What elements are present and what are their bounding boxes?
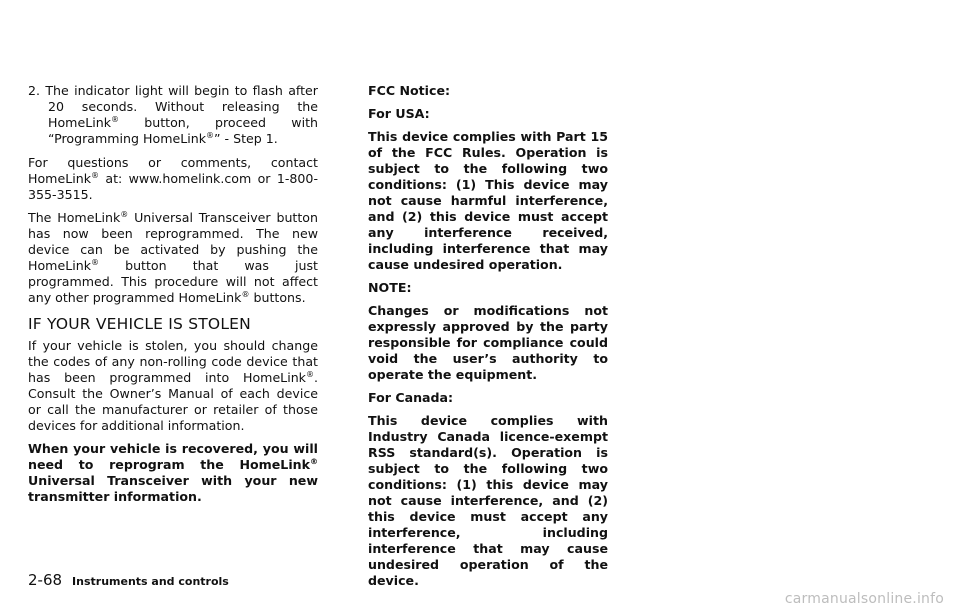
registered-mark: ®	[310, 456, 318, 466]
usa-compliance-paragraph: This device complies with Part 15 of the FCC Rules. Operation is subject to the following two conditions: (1) This device may not cause harmful interference, and (2) this device must accept any interference received, including interference that may cause undesired operation.	[368, 129, 608, 272]
left-column	[28, 83, 318, 512]
note-label: NOTE:	[368, 280, 412, 295]
right-column	[368, 83, 608, 596]
registered-mark: ®	[120, 209, 129, 219]
registered-mark: ®	[305, 369, 314, 379]
site-watermark: carmanualsonline.info	[784, 591, 944, 607]
section-name: Instruments and controls	[72, 575, 229, 588]
step-2-paragraph: 2. The indicator light will begin to flash after 20 seconds. Without releasing the HomeLink® button, proceed with “Programming HomeLink®” - Step 1.	[28, 83, 318, 146]
fcc-notice-label: FCC Notice:	[368, 83, 451, 98]
stolen-paragraph: If your vehicle is stolen, you should change the codes of any non-rolling code device that has been programmed into HomeLink®. Consult the Owner’s Manual of each device or call the manufacturer or retailer of those devices for additional information.	[28, 338, 318, 433]
registered-mark: ®	[241, 289, 250, 299]
registered-mark: ®	[90, 170, 99, 180]
page-number: 2-68	[28, 571, 63, 589]
page-footer	[28, 571, 229, 589]
reprogrammed-paragraph: The HomeLink® Universal Transceiver button has now been reprogrammed. The new device can be activated by pushing the HomeLink® button that was just programmed. This procedure will not affect any other programmed HomeLink® buttons.	[28, 209, 318, 305]
canada-compliance-paragraph: This device complies with Industry Canada licence-exempt RSS standard(s). Operation is subject to the following two conditions: (1) this device may not cause interference, and (2) this device must accept any interference, including interference that may cause undesired operation of the device.	[368, 413, 608, 588]
for-canada-label: For Canada:	[368, 390, 454, 405]
registered-mark: ®	[90, 257, 99, 267]
recovered-paragraph: When your vehicle is recovered, you will need to reprogram the HomeLink® Universal Transceiver with your new transmitter information.	[28, 441, 318, 504]
questions-paragraph: For questions or comments, contact HomeLink® at: www.homelink.com or 1-800-355-3515.	[28, 155, 318, 202]
section-heading: IF YOUR VEHICLE IS STOLEN	[28, 315, 251, 333]
registered-mark: ®	[110, 114, 119, 124]
for-usa-label: For USA:	[368, 106, 430, 121]
registered-mark: ®	[206, 130, 214, 140]
note-paragraph: Changes or modifications not expressly approved by the party responsible for compliance could void the user’s authority to operate the equipment.	[368, 303, 608, 382]
